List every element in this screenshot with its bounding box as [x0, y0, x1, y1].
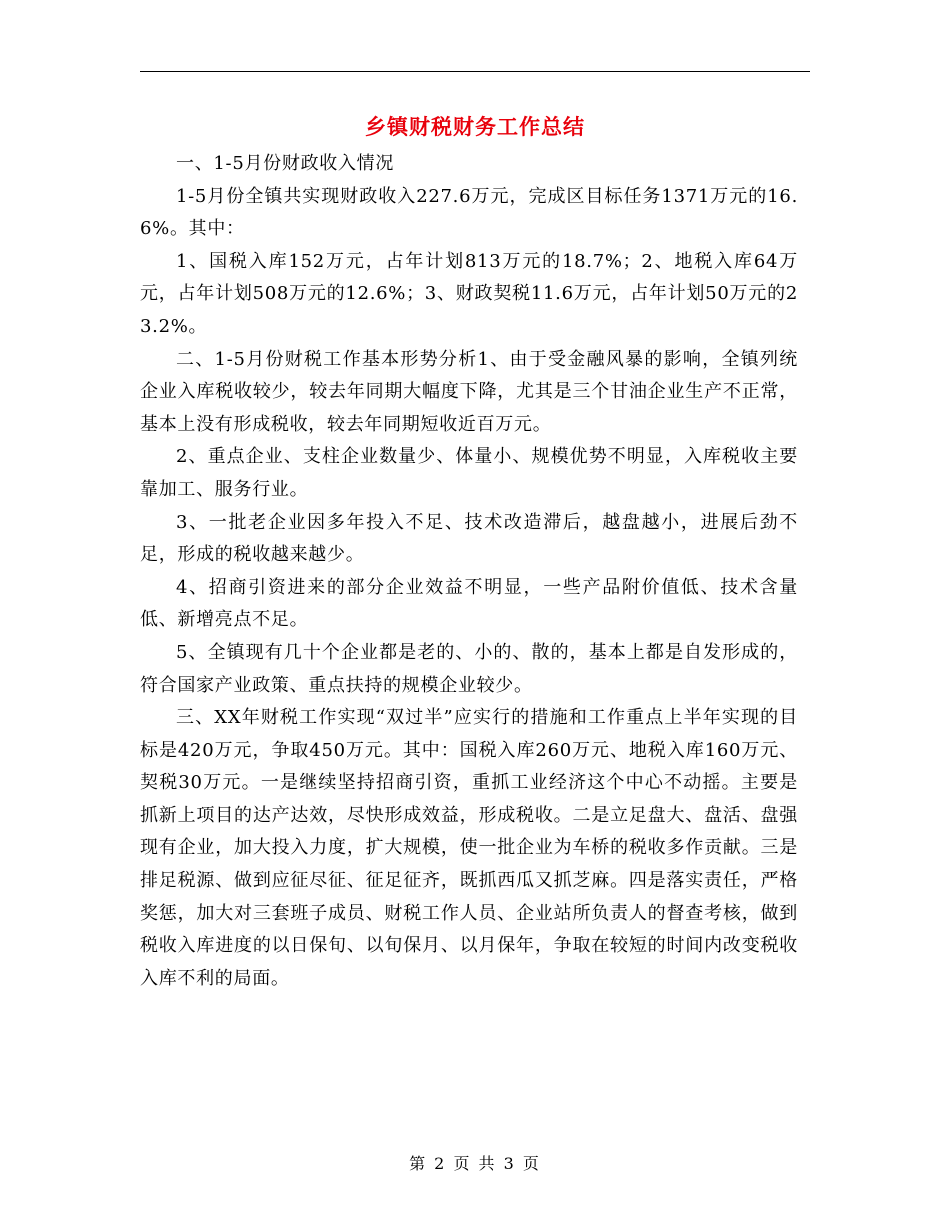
paragraph: 1-5月份全镇共实现财政收入227.6万元，完成区目标任务1371万元的16.6%。其中： — [140, 185, 798, 240]
document-title: 乡镇财税财务工作总结 — [365, 114, 585, 139]
paragraph: 5、全镇现有几十个企业都是老的、小的、散的，基本上都是自发形成的，符合国家产业政策、重点扶持的规模企业较少。 — [140, 641, 798, 696]
paragraph: 一、1-5月份财政收入情况 — [176, 153, 395, 174]
paragraph: 三、XX年财税工作实现“双过半”应实行的措施和工作重点上半年实现的目标是420万元，争取450万元。其中：国税入库260万元、地税入库160万元、契税30万元。一是继续坚持招商引资，重抓工业经济这个中心不动摇。主要是抓新上项目的达产达效，尽快形成效益，形成税收。二是立足盘大、盘活、盘强现有企业，加大投入力度，扩大规模，使一批企业为车桥的税收多作贡献。三是排足税源、做到应征尽征、征足征齐，既抓西瓜又抓芝麻。四是落实责任，严格奖惩，加大对三套班子成员、财税工作人员、企业站所负责人的督查考核，做到税收入库进度的以日保旬、以旬保月、以月保年，争取在较短的时间内改变税收入库不利的局面。 — [140, 707, 798, 989]
paragraph: 2、重点企业、支柱企业数量少、体量小、规模优势不明显，入库税收主要靠加工、服务行业。 — [140, 446, 798, 500]
paragraph: 二、1-5月份财税工作基本形势分析1、由于受金融风暴的影响，全镇列统企业入库税收较少，较去年同期大幅度下降，尤其是三个甘油企业生产不正常，基本上没有形成税收，较去年同期短收近百万元。 — [140, 348, 798, 435]
paragraph: 4、招商引资进来的部分企业效益不明显，一些产品附价值低、技术含量低、新增亮点不足。 — [140, 576, 798, 631]
document-body — [140, 148, 798, 995]
page-number-footer: 第 2 页 共 3 页 — [409, 1154, 541, 1173]
header-rule — [140, 71, 810, 72]
paragraph: 1、国税入库152万元，占年计划813万元的18.7%；2、地税入库64万元，占年计划508万元的12.6%；3、财政契税11.6万元，占年计划50万元的23.2%。 — [140, 250, 798, 337]
paragraph: 3、一批老企业因多年投入不足、技术改造滞后，越盘越小，进展后劲不足，形成的税收越来越少。 — [140, 511, 798, 566]
